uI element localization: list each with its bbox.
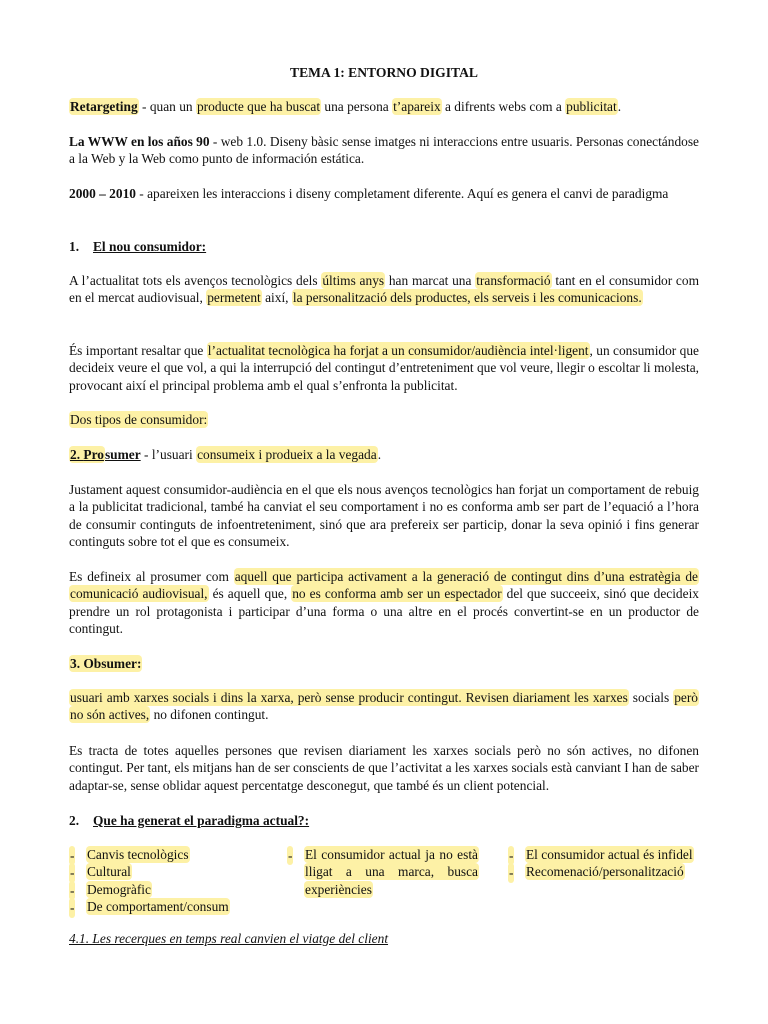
heading-number: 1. (69, 239, 80, 254)
text-span: . (617, 99, 622, 114)
prosumer-term (69, 446, 105, 463)
important-paragraph (69, 342, 699, 394)
highlight: producte que ha buscat (196, 99, 321, 114)
page-title: TEMA 1: ENTORNO DIGITAL (290, 65, 478, 80)
retargeting-paragraph (69, 98, 699, 115)
text-span: - quan un (138, 99, 196, 114)
dash-marker: - (69, 863, 75, 882)
list-item-text: Recomenació/personalització (526, 864, 684, 880)
obsumer-term: 3. Obsumer: (70, 656, 142, 671)
text-span: Es defineix al prosumer com (69, 569, 234, 584)
highlight: usuari amb xarxes socials i dins la xarxa, però sense producir contingut. Revisen diariament les xarxes (70, 690, 628, 705)
highlight: últims anys (322, 273, 385, 288)
list-item (69, 881, 269, 898)
justament-paragraph: Justament aquest consumidor-audiència en el que els nous avenços tecnològics han forjat un comportament de rebuig a la publicitat tradicional, també ha canviat el seu comportament i no es conforma amb ser part de l’equació a l’hora de consumir continguts de infoentreteniment, sinó que ara prefereix ser particip, donar la seva opinió i fins generar continguts sobre tot el que es consumeix. (69, 482, 699, 550)
list-item-text: El consumidor actual ja no està lligat a una marca, busca experiències (305, 847, 478, 897)
prosumer-term-rest: sumer (104, 447, 141, 462)
www90-paragraph (69, 133, 699, 168)
y2000-term: 2000 – 2010 (69, 186, 136, 201)
heading-label: Que ha generat el paradigma actual?: (93, 813, 310, 828)
text-span: - web 1.0. Diseny bàsic sense imatges ni interaccions entre usuaris. Personas conectándose a la Web y la Web como punto de información estática. (69, 134, 699, 167)
highlight: permetent (207, 290, 261, 306)
actualitat-paragraph (69, 272, 699, 307)
y2000-paragraph (69, 185, 699, 202)
list-column-2 (287, 846, 479, 898)
text-span: socials (628, 690, 674, 705)
defineix-paragraph (69, 568, 699, 638)
prosumer-term-part: Pro (83, 447, 104, 462)
obsumer-heading (69, 655, 699, 672)
highlight: l’actualitat tecnològica ha forjat a un consumidor/audiència intel·ligent (207, 343, 589, 358)
highlight: Dos tipos de consumidor: (70, 412, 208, 427)
prosumer-paragraph (69, 446, 699, 463)
text-span: no difonen contingut. (150, 707, 269, 723)
highlight: aquell que participa activament a la generació de contingut dins d’una estratègia de comunicació audiovisual, (70, 569, 699, 602)
dash-marker: - (69, 846, 75, 865)
heading-label: El nou consumidor: (93, 239, 207, 254)
highlight: publicitat (566, 99, 617, 114)
list-item (508, 846, 700, 863)
highlight: no es conforma amb ser un espectador (292, 586, 502, 602)
list-item (69, 863, 269, 880)
text-span: del que succeeix, sinó que decideix prendre un rol protagonista i participar d’una forma o una altre en el procés convertint-se en un productor de contingut. (69, 586, 699, 637)
usuari-paragraph (69, 689, 699, 724)
text-span: tant en el consumidor com en el mercat audiovisual, (69, 273, 699, 306)
highlight: la personalització dels productes, els serveis i les comunicacions. (292, 290, 642, 306)
list-item-text: Demogràfic (87, 881, 151, 897)
highlight: consumeix i produeix a la vegada (197, 447, 377, 462)
list-item-text: Cultural (87, 864, 131, 880)
text-span: . (377, 447, 382, 462)
subsection-heading: 4.1. Les recerques en temps real canvien el viatge del client (69, 931, 389, 946)
section-heading-paradigma (69, 812, 309, 829)
list-item-text: De comportament/consum (87, 899, 229, 915)
highlight: transformació (476, 273, 551, 288)
list-item (69, 846, 269, 863)
dash-marker: - (508, 846, 514, 865)
prosumer-number: 2. (70, 447, 84, 462)
list-item-text: Canvis tecnològics (87, 847, 189, 862)
heading-number: 2. (69, 813, 80, 828)
text-span: A l’actualitat tots els avenços tecnològics dels (69, 273, 322, 288)
dos-tipos-line (69, 411, 699, 428)
text-span: així, (261, 290, 292, 306)
dash-marker: - (69, 881, 75, 900)
text-span: - apareixen les interaccions i diseny completament diferente. Aquí es genera el canvi de paradigma (135, 186, 669, 201)
dash-marker: - (69, 898, 75, 917)
list-item (69, 898, 269, 915)
text-span: , un consumidor que decideix veure el que vol, a qui la interrupció del contingut d’entreteniment que vol veure, llegir o escoltar li molesta, provocant així el principal problema amb el qual s’enfronta la publicitat. (69, 343, 699, 393)
retargeting-term: Retargeting (70, 99, 138, 114)
section-heading-consumidor (69, 238, 206, 255)
www90-term: La WWW en los años 90 (69, 134, 210, 149)
text-span: És important resaltar que (69, 343, 207, 358)
list-item (287, 846, 479, 898)
highlight: però no són actives, (70, 690, 698, 723)
list-item (508, 863, 700, 880)
text-span: és aquell que, (208, 586, 292, 602)
text-span: - l’usuari (140, 447, 197, 462)
text-span: han marcat una (385, 273, 476, 288)
highlight: t’apareix (393, 99, 441, 114)
tracta-paragraph: Es tracta de totes aquelles persones que revisen diariament les xarxes socials però no són actives, no difonen contingut. Per tant, els mitjans han de ser conscients de que l’activitat a les xarxes socials està canviant I han de saber adaptar-se, sense oblidar aquest percentatge desconegut, que també és un client potencial. (69, 743, 699, 793)
dash-marker: - (508, 863, 514, 882)
list-column-1 (69, 846, 269, 916)
dash-marker: - (287, 846, 293, 865)
list-item-text: El consumidor actual és infidel (526, 847, 693, 862)
text-span: a difrents webs com a (441, 99, 566, 114)
list-column-3 (508, 846, 700, 881)
text-span: una persona (321, 99, 393, 114)
